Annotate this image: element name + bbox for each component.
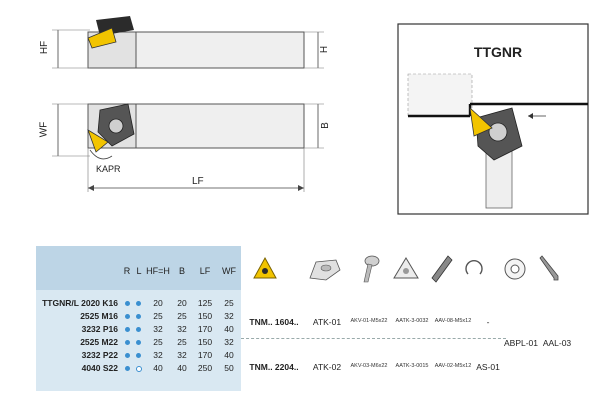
detail-title: TTGNR [473, 44, 523, 60]
row-hf-h: 25 [153, 311, 163, 321]
shim-plate-icon [392, 256, 420, 282]
left-hand-available-dot [136, 314, 141, 319]
group2-ring: AS-01 [476, 362, 500, 372]
left-hand-available-dot [136, 353, 141, 358]
spec-table [36, 246, 572, 391]
row-wf: 40 [224, 324, 234, 334]
right-hand-available-dot [125, 366, 130, 371]
side-view [52, 16, 324, 68]
group2-screw: AKV-03-M6x22 [350, 363, 388, 369]
row-b: 25 [177, 311, 187, 321]
row-wf: 50 [224, 363, 234, 373]
left-hand-available-dot [136, 366, 142, 372]
group2-pin: AAV-02-M5x12 [434, 363, 472, 369]
group-separator [241, 338, 506, 339]
group2-anvil: ATK-02 [312, 362, 342, 372]
row-lf: 250 [197, 363, 213, 373]
anvil-icon [306, 256, 342, 282]
col-header-l: L [136, 266, 142, 276]
right-hand-available-dot [125, 314, 130, 319]
left-hand-available-dot [136, 340, 141, 345]
row-wf: 25 [224, 298, 234, 308]
row-designation: 3232 P22 [81, 350, 118, 360]
right-hand-available-dot [125, 301, 130, 306]
row-b: 25 [177, 337, 187, 347]
row-lf: 170 [197, 324, 213, 334]
clamp-screw-icon [358, 254, 382, 284]
row-designation: 3232 P16 [81, 324, 118, 334]
row-b: 32 [177, 324, 187, 334]
group1-plate: AATK-3-0032 [395, 318, 429, 324]
row-designation: TTGNR/L 2020 K16 [42, 298, 118, 308]
row-lf: 150 [197, 311, 213, 321]
dim-label-kapr: KAPR [96, 164, 121, 174]
right-hand-available-dot [125, 327, 130, 332]
row-b: 20 [177, 298, 187, 308]
col-header-lf: LF [199, 266, 211, 276]
hex-key-icon [536, 254, 562, 284]
retaining-ring-icon [462, 258, 486, 278]
col-header-hf-h: HF=H [146, 266, 170, 276]
washer-icon [502, 256, 528, 282]
row-designation: 2525 M16 [80, 311, 118, 321]
shared-washer: ABPL-01 [503, 338, 539, 348]
row-hf-h: 40 [153, 363, 163, 373]
group2-insert: TNM.. 2204.. [249, 362, 299, 372]
dim-label-h: H [319, 45, 331, 54]
group1-ring: - [486, 317, 490, 327]
dim-label-b: B [319, 122, 331, 129]
shared-key: AAL-03 [542, 338, 572, 348]
row-designation: 2525 M22 [80, 337, 118, 347]
dim-label-wf: WF [38, 121, 50, 138]
group1-anvil: ATK-01 [312, 317, 342, 327]
row-b: 32 [177, 350, 187, 360]
left-hand-available-dot [136, 327, 141, 332]
row-hf-h: 25 [153, 337, 163, 347]
shim-screw-icon [428, 254, 454, 284]
insert-icon [252, 256, 278, 280]
right-hand-available-dot [125, 353, 130, 358]
dim-label-hf: HF [39, 40, 51, 55]
row-lf: 125 [197, 298, 213, 308]
row-lf: 150 [197, 337, 213, 347]
col-header-r: R [123, 266, 131, 276]
group1-pin: AAV-08-M5x12 [434, 318, 472, 324]
row-hf-h: 32 [153, 324, 163, 334]
top-view [52, 104, 324, 192]
row-wf: 32 [224, 337, 234, 347]
right-hand-available-dot [125, 340, 130, 345]
col-header-b: B [178, 266, 185, 276]
col-header-wf: WF [222, 266, 236, 276]
row-b: 40 [177, 363, 187, 373]
group1-screw: AKV-01-M5x22 [350, 318, 388, 324]
row-hf-h: 32 [153, 350, 163, 360]
group1-insert: TNM.. 1604.. [249, 317, 299, 327]
row-wf: 40 [224, 350, 234, 360]
row-hf-h: 20 [153, 298, 163, 308]
left-hand-available-dot [136, 301, 141, 306]
row-designation: 4040 S22 [81, 363, 118, 373]
group2-plate: AATK-3-0015 [395, 363, 429, 369]
dim-label-lf: LF [192, 176, 204, 187]
row-lf: 170 [197, 350, 213, 360]
row-wf: 32 [224, 311, 234, 321]
